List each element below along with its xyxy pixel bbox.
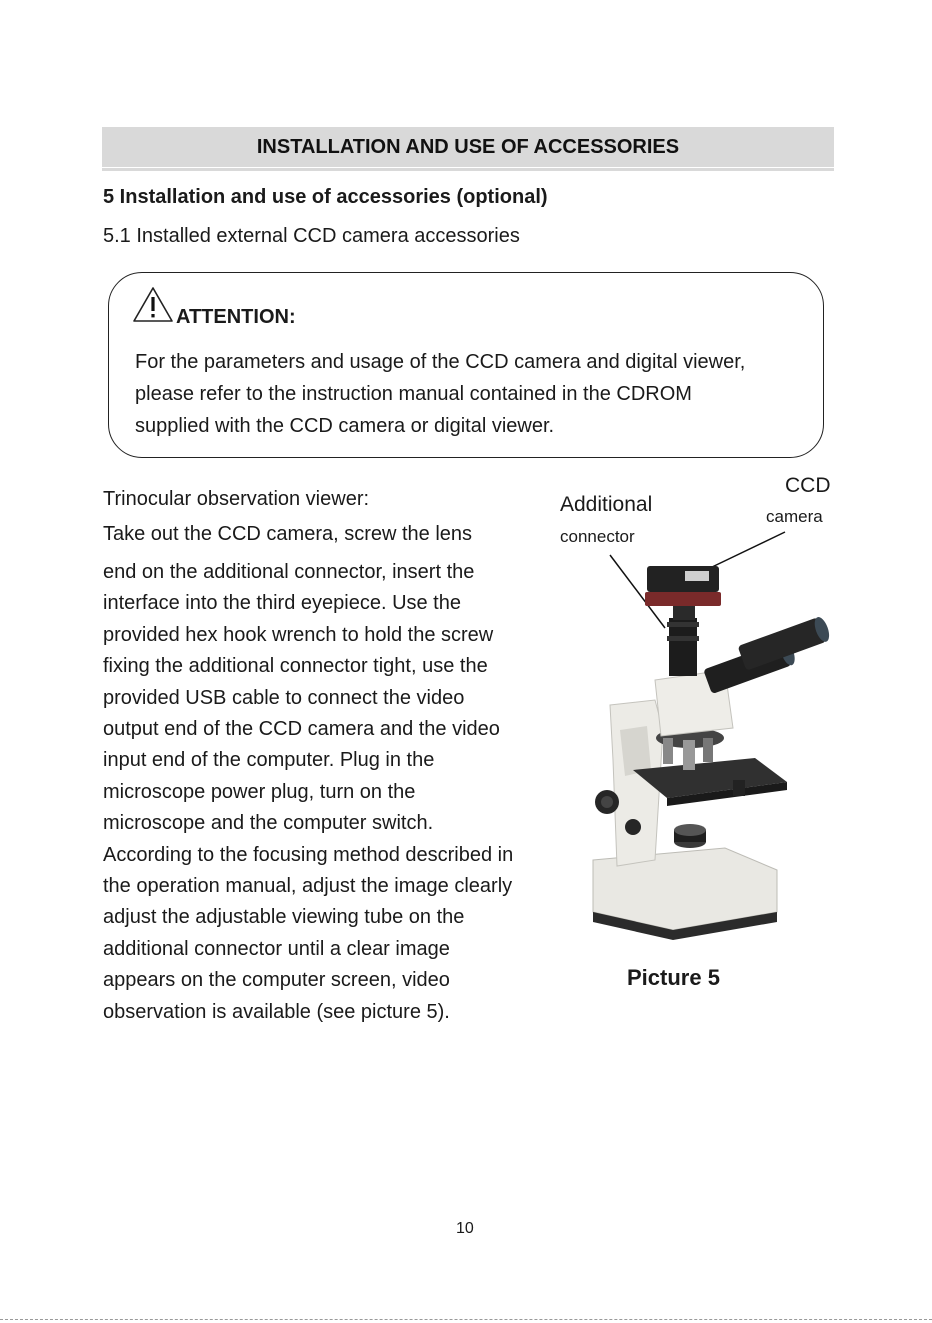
header-divider xyxy=(102,168,834,171)
page-bottom-rule xyxy=(0,1319,932,1320)
figure-caption: Picture 5 xyxy=(627,965,720,990)
body-line: the operation manual, adjust the image clearly xyxy=(103,875,513,898)
body-line: provided hex hook wrench to hold the screw xyxy=(103,623,494,646)
attention-text xyxy=(135,346,825,442)
body-line: According to the focusing method described in xyxy=(103,843,514,866)
label-connector: connector xyxy=(560,527,635,546)
label-additional: Additional xyxy=(560,493,653,516)
body-line: microscope power plug, turn on the xyxy=(103,780,416,803)
page-number: 10 xyxy=(456,1220,474,1237)
subsection-title: 5.1 Installed external CCD camera accessories xyxy=(103,225,520,247)
body-line: observation is available (see picture 5). xyxy=(103,1000,450,1023)
body-line: additional connector until a clear image xyxy=(103,937,450,960)
label-ccd: CCD xyxy=(785,474,831,497)
body-line: interface into the third eyepiece. Use the xyxy=(103,592,461,615)
microscope-image xyxy=(555,530,840,960)
section-title: 5 Installation and use of accessories (optional) xyxy=(103,186,548,208)
body-line: provided USB cable to connect the video xyxy=(103,686,465,709)
body-heading: Trinocular observation viewer: xyxy=(103,488,370,510)
label-camera: camera xyxy=(766,507,823,526)
body-line: microscope and the computer switch. xyxy=(103,812,434,835)
camera-leader-line xyxy=(710,532,785,568)
body-line: input end of the computer. Plug in the xyxy=(103,749,435,772)
body-line: adjust the adjustable viewing tube on the xyxy=(103,906,465,929)
attention-title: ATTENTION: xyxy=(176,306,296,328)
body-line: output end of the CCD camera and the video xyxy=(103,718,500,741)
body-line: end on the additional connector, insert the xyxy=(103,561,475,583)
body-line: fixing the additional connector tight, use the xyxy=(103,655,488,678)
section-header-bar xyxy=(102,127,834,167)
attention-line: please refer to the instruction manual contained in the CDROM xyxy=(135,383,692,405)
attention-line: For the parameters and usage of the CCD camera and digital viewer, xyxy=(135,351,746,373)
body-line: appears on the computer screen, video xyxy=(103,969,450,992)
warning-triangle-icon xyxy=(132,286,174,324)
section-header-title: INSTALLATION AND USE OF ACCESSORIES xyxy=(256,135,680,158)
body-paragraph xyxy=(103,557,513,1028)
attention-line: supplied with the CCD camera or digital viewer. xyxy=(135,415,555,437)
body-paragraph-first-line: Take out the CCD camera, screw the lens xyxy=(103,523,473,545)
